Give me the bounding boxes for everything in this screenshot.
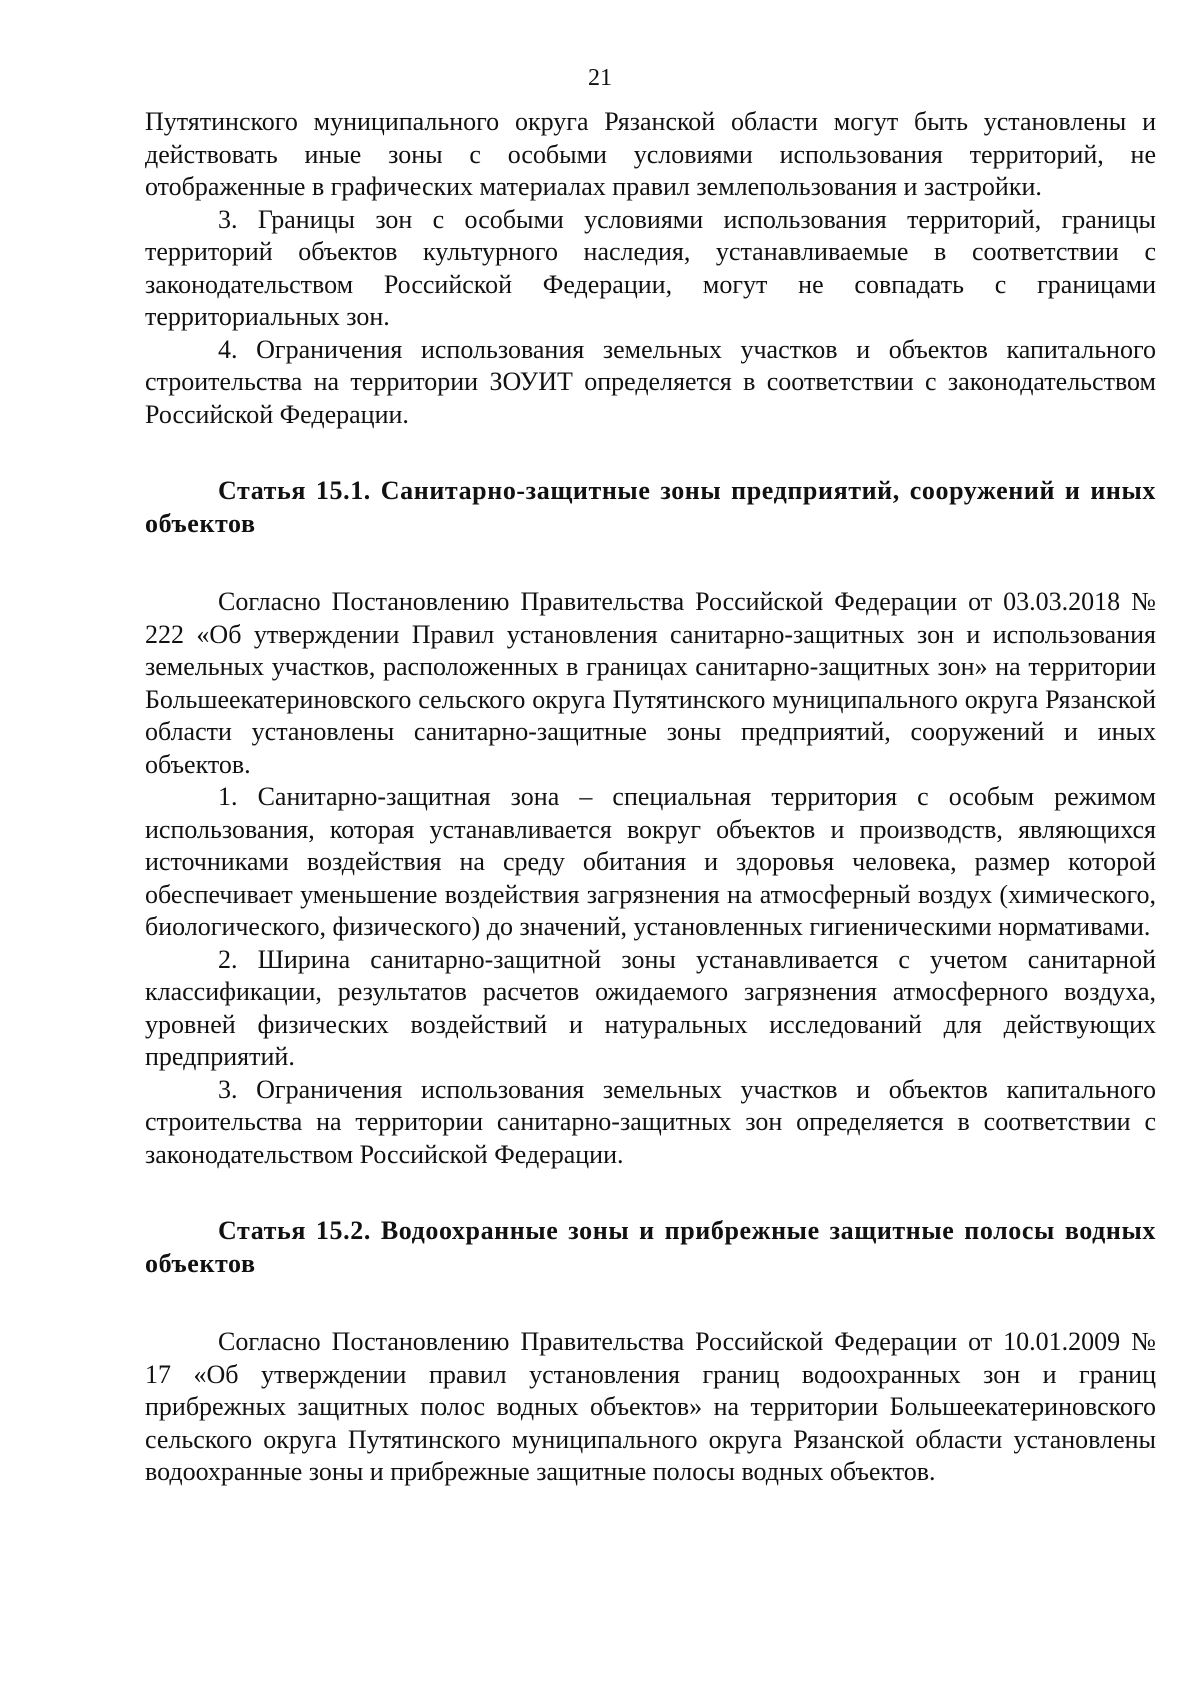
article-15-2-heading: Статья 15.2. Водоохранные зоны и прибрежные защитные полосы водных объектов: [145, 1216, 1156, 1278]
article-15-1-item-3: 3. Ограничения использования земельных участков и объектов капитального строительства на территории санитарно-защитных зон определяется в соответствии с законодательством Российской Федерации.: [145, 1074, 1156, 1169]
article-15-2-intro: Согласно Постановлению Правительства Российской Федерации от 10.01.2009 № 17 «Об утверждении правил установления границ водоохранных зон и границ прибрежных защитных полос водных объектов» на территории Большеекатериновского сельского округа Путятинского муниципального округа Рязанской области установлены водоохранные зоны и прибрежные защитные полосы водных объектов.: [145, 1327, 1156, 1486]
article-15-1-item-2: 2. Ширина санитарно-защитной зоны устанавливается с учетом санитарной классификации, результатов расчетов ожидаемого загрязнения атмосферного воздуха, уровней физических воздействий и натуральных исследований для действующих предприятий.: [145, 944, 1156, 1071]
article-15-1-item-1: 1. Санитарно-защитная зона – специальная территория с особым режимом использования, которая устанавливается вокруг объектов и производств, являющихся источниками воздействия на среду обитания и здоровья человека, размер которой обеспечивает уменьшение воздействия загрязнения на атмосферный воздух (химического, биологического, физического) до значений, установленных гигиеническими нормативами.: [145, 782, 1156, 941]
page-number: 21: [588, 65, 612, 91]
intro-item-4: 4. Ограничения использования земельных участков и объектов капитального строительства на территории ЗОУИТ определяется в соответствии с законодательством Российской Федерации.: [145, 334, 1156, 429]
article-15-1-heading: Статья 15.1. Санитарно-защитные зоны предприятий, сооружений и иных объектов: [145, 476, 1156, 538]
article-15-1-intro: Согласно Постановлению Правительства Российской Федерации от 03.03.2018 № 222 «Об утверждении Правил установления санитарно-защитных зон и использования земельных участков, расположенных в границах санитарно-защитных зон» на территории Большеекатериновского сельского округа Путятинского муниципального округа Рязанской области установлены санитарно-защитные зоны предприятий, сооружений и иных объектов.: [145, 587, 1156, 779]
intro-item-3: 3. Границы зон с особыми условиями использования территорий, границы территорий объектов культурного наследия, устанавливаемые в соответствии с законодательством Российской Федерации, могут не совпадать с границами территориальных зон.: [145, 204, 1156, 331]
document-body: [145, 106, 1156, 1489]
intro-paragraph-continuation: Путятинского муниципального округа Рязанской области могут быть установлены и действовать иные зоны с особыми условиями использования территорий, не отображенные в графических материалах правил землепользования и застройки.: [145, 107, 1156, 201]
